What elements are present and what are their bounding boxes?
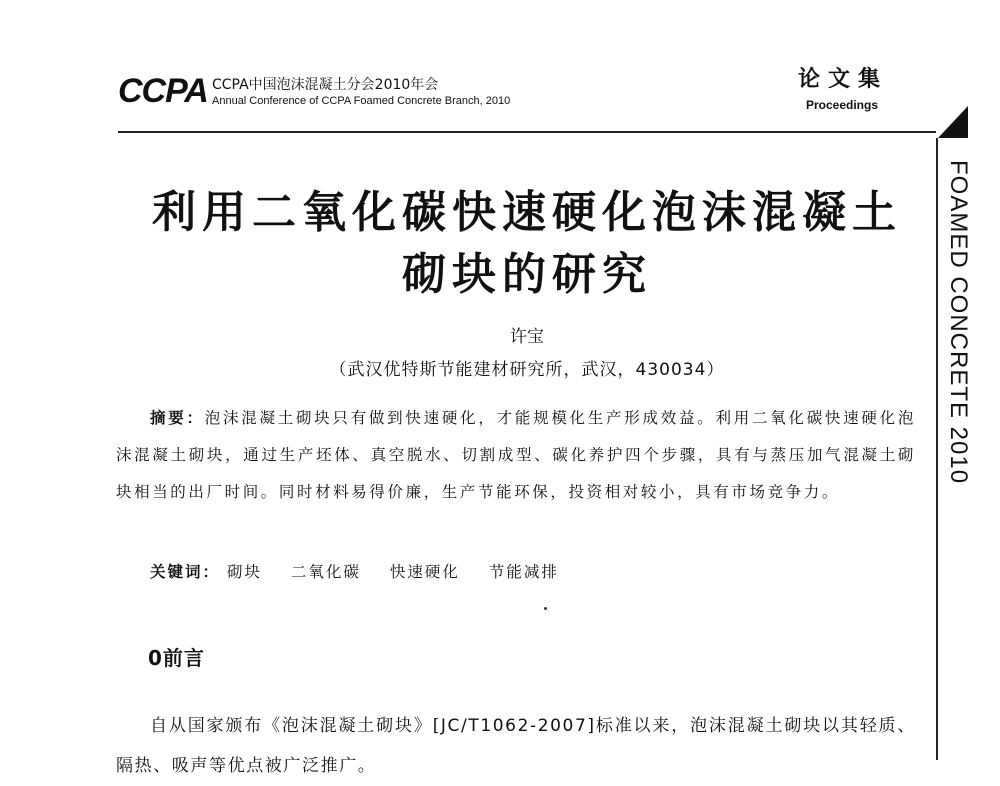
page-header	[118, 58, 924, 128]
keyword-item: 二氧化碳	[290, 563, 361, 581]
keyword-item: 砌块	[226, 563, 262, 581]
paper-title-line2: 砌块的研究	[402, 249, 652, 300]
abstract-label: 摘要：	[150, 409, 205, 427]
proceedings-en: Proceedings	[805, 98, 878, 112]
abstract-paragraph	[116, 400, 916, 511]
conference-name-en: Annual Conference of CCPA Foamed Concrete Branch, 2010	[212, 95, 511, 107]
author-affiliation: （武汉优特斯节能建材研究所，武汉，430034）	[329, 360, 725, 380]
section-heading: 0前言	[148, 646, 205, 670]
keywords-label: 关键词：	[150, 563, 221, 581]
keywords-line	[150, 560, 581, 582]
ccpa-logo: CCPA	[118, 72, 208, 110]
side-divider	[936, 138, 938, 760]
author-name: 许宝	[510, 327, 544, 347]
conference-name-cn: CCPA中国泡沫混凝土分会2010年会	[212, 77, 439, 93]
paper-title-line1: 利用二氧化碳快速硬化泡沫混凝土	[152, 187, 902, 238]
keyword-item: 快速硬化	[389, 563, 460, 581]
keyword-item: 节能减排	[488, 563, 559, 581]
body-paragraph: 自从国家颁布《泡沫混凝土砌块》[JC/T1062-2007]标准以来，泡沫混凝土砌块以其轻质、隔热、吸声等优点被广泛推广。	[116, 716, 916, 776]
corner-triangle-decoration	[938, 106, 968, 138]
header-divider	[118, 131, 936, 133]
proceedings-cn: 论文集	[797, 67, 888, 92]
stray-dot	[544, 607, 547, 610]
abstract-text: 泡沫混凝土砌块只有做到快速硬化，才能规模化生产形成效益。利用二氧化碳快速硬化泡沫混凝土砌块，通过生产坯体、真空脱水、切割成型、碳化养护四个步骤，具有与蒸压加气混凝土砌块相当的出厂时间。同时材料易得价廉，生产节能环保，投资相对较小，具有市场竞争力。	[116, 409, 916, 501]
side-label: FOAMED CONCRETE 2010	[945, 160, 972, 485]
